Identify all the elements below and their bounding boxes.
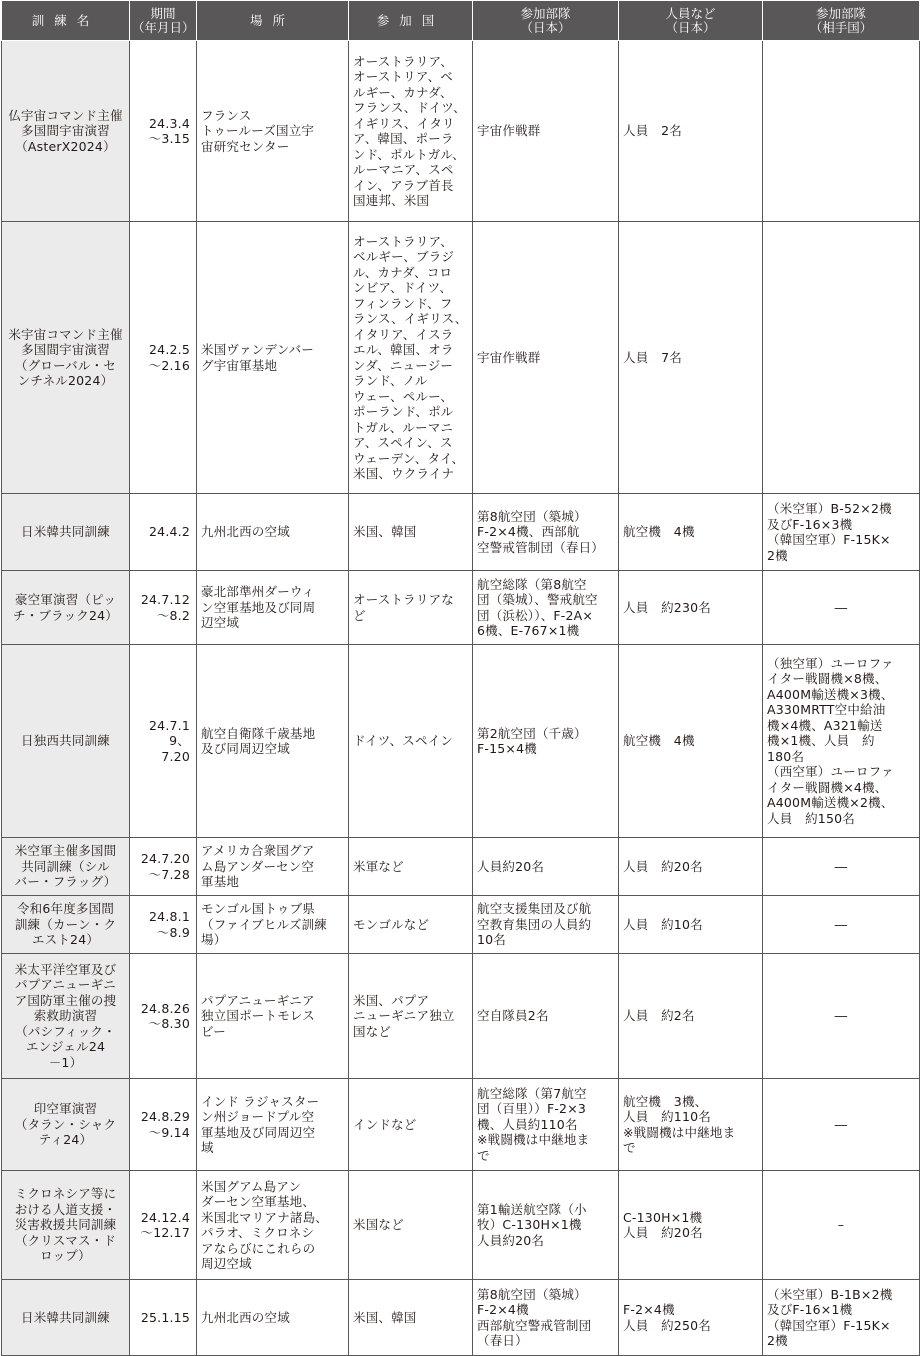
cell-countries: ドイツ、スペイン	[349, 645, 473, 838]
cell-name: 令和6年度多国間 訓練（カーン・ク エスト24）	[2, 896, 130, 954]
cell-name: 仏宇宙コマンド主催 多国間宇宙演習 （AsterX2024）	[2, 41, 130, 222]
cell-unit-partner: –	[763, 1171, 920, 1280]
table-row	[2, 1171, 920, 1280]
cell-period: 24.3.4 ～3.15	[130, 41, 197, 222]
cell-name: 米空軍主催多国間 共同訓練（シル バー・フラッグ）	[2, 838, 130, 896]
cell-unit-japan: 航空総隊（第8航空 団（築城）、警戒航空 団（浜松））、F-2A× 6機、E-767×1機	[473, 571, 619, 645]
cell-unit-partner	[763, 41, 920, 222]
cell-unit-japan: 第8航空団（築城） F-2×4機、西部航 空警戒管制団（春日）	[473, 494, 619, 571]
cell-unit-partner: ―	[763, 954, 920, 1079]
cell-name: 日独西共同訓練	[2, 645, 130, 838]
table-row	[2, 838, 920, 896]
cell-unit-japan: 空自隊員2名	[473, 954, 619, 1079]
cell-place: 九州北西の空域	[197, 1280, 349, 1356]
cell-countries: オーストラリア、 オーストリア、ベ ルギー、カナダ、 フランス、ドイツ、 イギリス、イタリ ア、韓国、ポーラ ンド、ポルトガル、 ルーマニア、スペ イン、アラブ首長 国連邦、米国	[349, 41, 473, 222]
cell-unit-japan: 航空総隊（第7航空 団（百里））F-2×3 機、人員約110名 ※戦闘機は中継地ま で	[473, 1079, 619, 1171]
cell-period: 24.7.20 ～7.28	[130, 838, 197, 896]
cell-personnel: 航空機 3機、 人員 約110名 ※戦闘機は中継地ま で	[619, 1079, 763, 1171]
table-row	[2, 494, 920, 571]
exercise-table	[1, 0, 920, 1356]
cell-countries: オーストラリアな ど	[349, 571, 473, 645]
cell-countries: 米軍など	[349, 838, 473, 896]
cell-unit-partner: （米空軍）B-1B×2機 及びF-16×1機 （韓国空軍）F-15K× 2機	[763, 1280, 920, 1356]
cell-place: 米国ヴァンデンバー グ宇宙軍基地	[197, 222, 349, 494]
table-row	[2, 645, 920, 838]
table-row	[2, 896, 920, 954]
cell-place: 九州北西の空域	[197, 494, 349, 571]
cell-personnel: C-130H×1機 人員 約20名	[619, 1171, 763, 1280]
cell-period: 24.8.1 ～8.9	[130, 896, 197, 954]
cell-period: 24.7.12 ～8.2	[130, 571, 197, 645]
cell-countries: 米国、韓国	[349, 494, 473, 571]
cell-name: 米宇宙コマンド主催 多国間宇宙演習 （グローバル・セ ンチネル2024）	[2, 222, 130, 494]
cell-personnel: 航空機 4機	[619, 645, 763, 838]
table-row	[2, 1280, 920, 1356]
cell-place: 米国グアム島アン ダーセン空軍基地、 米国北マリアナ諸島、 パラオ、ミクロネシ アならびにこれらの 周辺空域	[197, 1171, 349, 1280]
cell-period: 24.7.19、 7.20	[130, 645, 197, 838]
header-unit-japan: 参加部隊 （日本）	[473, 1, 619, 41]
header-place: 場所	[197, 1, 349, 41]
cell-unit-partner: ―	[763, 1079, 920, 1171]
cell-unit-japan: 第2航空団（千歳） F-15×4機	[473, 645, 619, 838]
cell-unit-japan: 第8航空団（築城） F-2×4機 西部航空警戒管制団 （春日）	[473, 1280, 619, 1356]
cell-unit-partner	[763, 222, 920, 494]
cell-unit-japan: 航空支援集団及び航 空教育集団の人員約 10名	[473, 896, 619, 954]
cell-personnel: 人員 約2名	[619, 954, 763, 1079]
cell-name: ミクロネシア等に おける人道支援・ 災害救援共同訓練 （クリスマス・ド ロップ）	[2, 1171, 130, 1280]
table-row	[2, 954, 920, 1079]
cell-unit-partner: （米空軍）B-52×2機 及びF-16×3機 （韓国空軍）F-15K× 2機	[763, 494, 920, 571]
cell-place: フランス トゥールーズ国立宇 宙研究センター	[197, 41, 349, 222]
cell-name: 米太平洋空軍及び パプアニューギニ ア国防軍主催の捜 索救助演習 （パシフィック・ エンジェル24 －1）	[2, 954, 130, 1079]
cell-unit-partner: ―	[763, 896, 920, 954]
cell-unit-partner: （独空軍）ユーロファ イター戦闘機×8機、 A400M輸送機×3機、 A330MRTT空中給油 機×4機、A321輸送 機×1機、人員 約 180名 （西空軍）ユーロファ イター戦闘機×4機、 A400M輸送機×2機、 人員 約150名	[763, 645, 920, 838]
cell-personnel: 航空機 4機	[619, 494, 763, 571]
cell-unit-japan: 人員約20名	[473, 838, 619, 896]
cell-personnel: 人員 2名	[619, 41, 763, 222]
cell-period: 24.8.29 ～9.14	[130, 1079, 197, 1171]
header-row	[2, 1, 920, 41]
cell-place: インド ラジャスター ン州ジョードプル空 軍基地及び同周辺空 域	[197, 1079, 349, 1171]
table-body	[2, 41, 920, 1356]
cell-name: 日米韓共同訓練	[2, 1280, 130, 1356]
table-header	[2, 1, 920, 41]
cell-place: モンゴル国トゥブ県 （ファイブヒルズ訓練 場）	[197, 896, 349, 954]
header-unit-partner: 参加部隊 （相手国）	[763, 1, 920, 41]
header-period: 期間 （年月日）	[130, 1, 197, 41]
header-personnel: 人員など （日本）	[619, 1, 763, 41]
cell-unit-japan: 宇宙作戦群	[473, 41, 619, 222]
cell-place: 航空自衛隊千歳基地 及び同周辺空域	[197, 645, 349, 838]
cell-unit-japan: 宇宙作戦群	[473, 222, 619, 494]
cell-period: 24.4.2	[130, 494, 197, 571]
cell-period: 24.2.5 ～2.16	[130, 222, 197, 494]
cell-countries: 米国、韓国	[349, 1280, 473, 1356]
table-row	[2, 571, 920, 645]
cell-name: 印空軍演習 （タラン・シャク ティ24）	[2, 1079, 130, 1171]
table-row	[2, 1079, 920, 1171]
cell-personnel: 人員 約230名	[619, 571, 763, 645]
cell-personnel: 人員 約20名	[619, 838, 763, 896]
table-row	[2, 222, 920, 494]
cell-countries: モンゴルなど	[349, 896, 473, 954]
cell-name: 日米韓共同訓練	[2, 494, 130, 571]
cell-unit-partner: ―	[763, 571, 920, 645]
cell-personnel: 人員 約10名	[619, 896, 763, 954]
cell-place: パプアニューギニア 独立国ポートモレス ビー	[197, 954, 349, 1079]
cell-place: 豪北部準州ダーウィ ン空軍基地及び同周 辺空域	[197, 571, 349, 645]
cell-personnel: 人員 7名	[619, 222, 763, 494]
cell-countries: インドなど	[349, 1079, 473, 1171]
cell-place: アメリカ合衆国グア ム島アンダーセン空 軍基地	[197, 838, 349, 896]
cell-unit-partner: ―	[763, 838, 920, 896]
cell-period: 25.1.15	[130, 1280, 197, 1356]
cell-period: 24.8.26 ～8.30	[130, 954, 197, 1079]
cell-countries: 米国、パプア ニューギニア独立 国など	[349, 954, 473, 1079]
cell-countries: オーストラリア、 ベルギー、ブラジ ル、カナダ、コロ ンビア、ドイツ、 フィンランド、フ ランス、イギリス、 イタリア、イスラ エル、韓国、オラ ンダ、ニュージー ランド、ノル ウェー、ペルー、 ポーランド、ポル トガル、ルーマニ ア、スペイン、ス ウェーデン、タイ、 米国、ウクライナ	[349, 222, 473, 494]
table-row	[2, 41, 920, 222]
cell-personnel: F-2×4機 人員 約250名	[619, 1280, 763, 1356]
header-countries: 参加国	[349, 1, 473, 41]
cell-period: 24.12.4 ～12.17	[130, 1171, 197, 1280]
cell-name: 豪空軍演習（ピッ チ・ブラック24）	[2, 571, 130, 645]
cell-unit-japan: 第1輸送航空隊（小 牧）C-130H×1機 人員約20名	[473, 1171, 619, 1280]
cell-countries: 米国など	[349, 1171, 473, 1280]
header-name: 訓練名	[2, 1, 130, 41]
